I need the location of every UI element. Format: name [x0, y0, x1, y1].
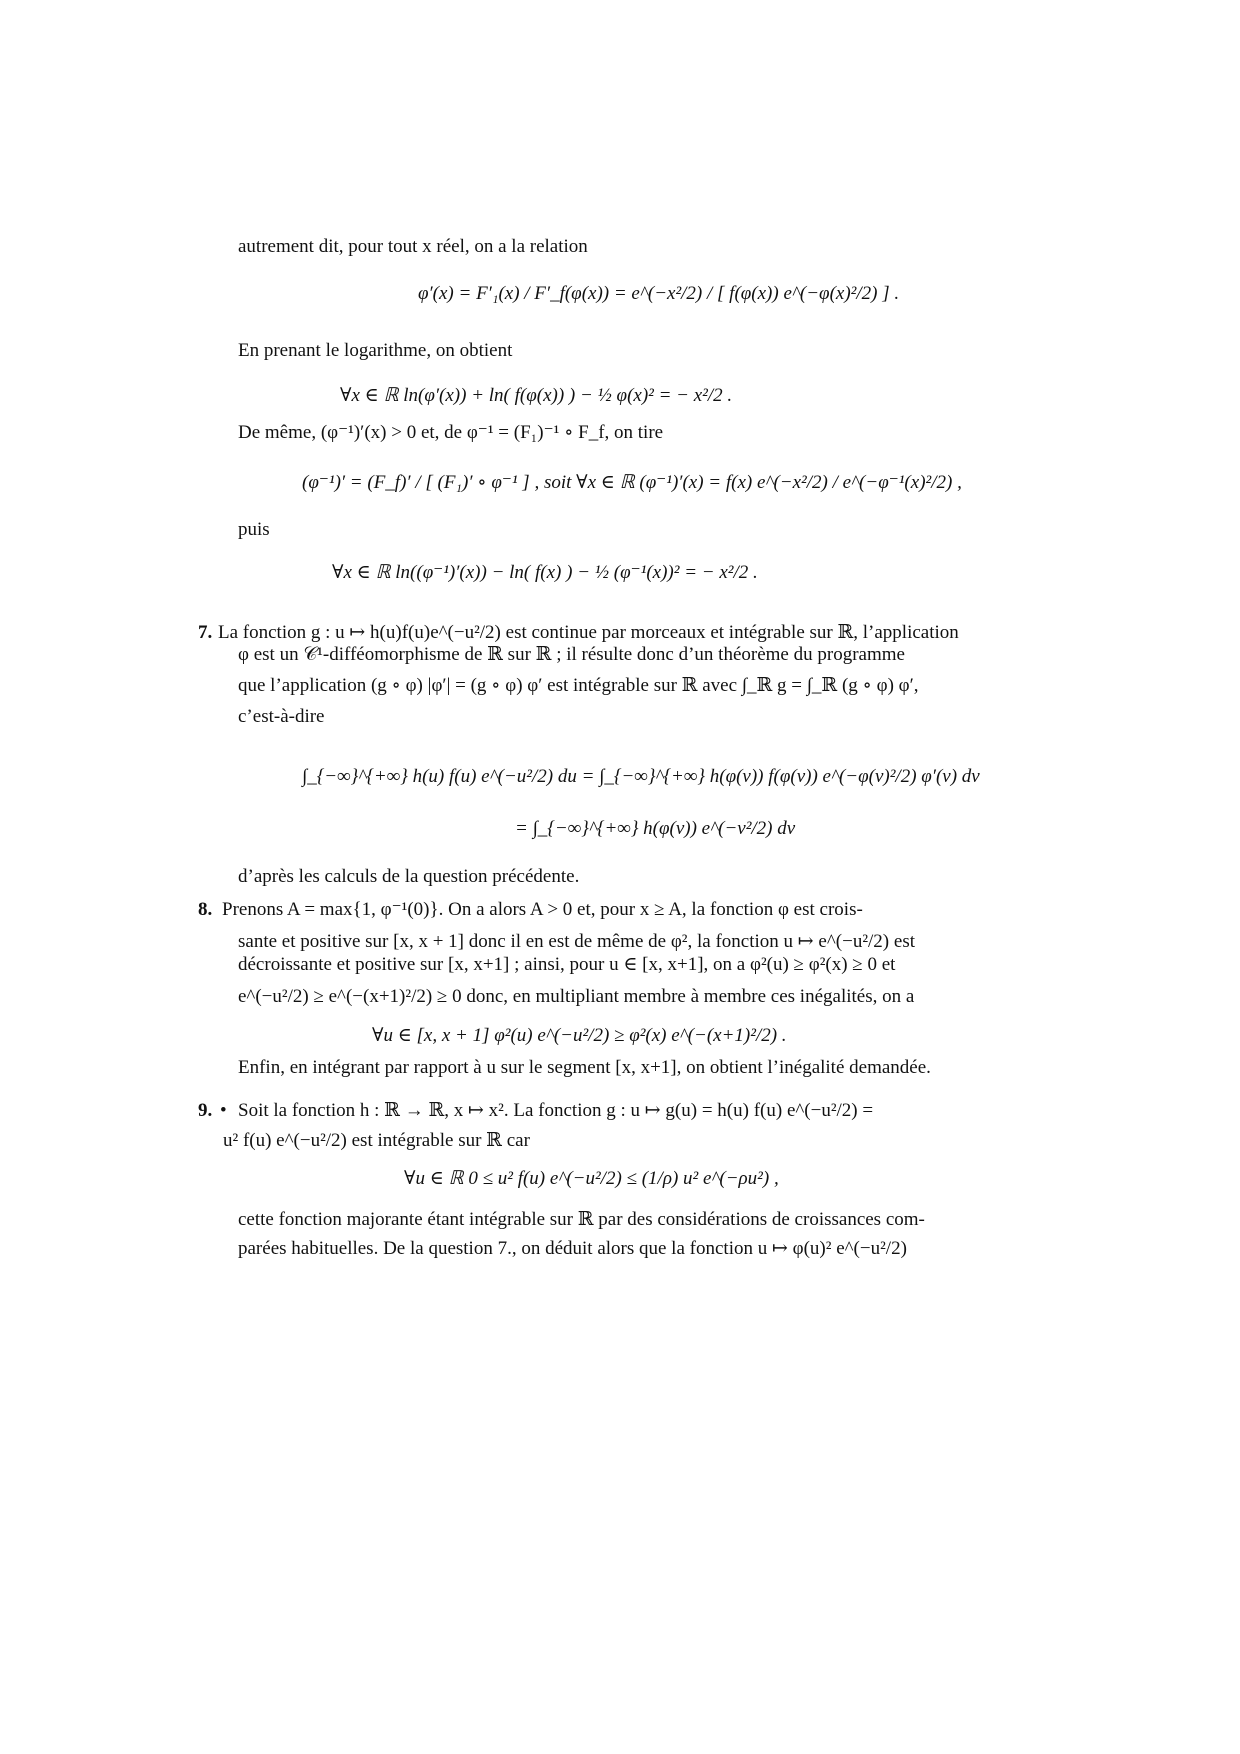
intro-equation-3: (φ⁻¹)′ = (F_f)′ / [ (F₁)′ ∘ φ⁻¹ ] , soit ∀x ∈ ℝ (φ⁻¹)′(x) = f(x) e^(−x²/2) / e^(−φ⁻¹(x)²/2) , — [302, 472, 962, 493]
question-9-equation: ∀u ∈ ℝ 0 ≤ u² f(u) e^(−u²/2) ≤ (1/ρ) u² e^(−ρu²) , — [404, 1168, 779, 1189]
question-7-line-5: d’après les calculs de la question précédente. — [238, 866, 580, 887]
question-9-number: 9. — [198, 1100, 213, 1121]
question-8-line-3: décroissante et positive sur [x, x+1] ; ainsi, pour u ∈ [x, x+1], on a φ²(u) ≥ φ²(x) ≥ 0 et — [238, 954, 896, 975]
question-8-line-4: e^(−u²/2) ≥ e^(−(x+1)²/2) ≥ 0 donc, en multipliant membre à membre ces inégalités, on a — [238, 986, 915, 1007]
question-8-line-2: sante et positive sur [x, x + 1] donc il en est de même de φ², la fonction u ↦ e^(−u²/2) est — [238, 931, 915, 952]
question-9-line-4: parées habituelles. De la question 7., on déduit alors que la fonction u ↦ φ(u)² e^(−u²/2) — [238, 1238, 907, 1259]
intro-equation-1: φ′(x) = F′₁(x) / F′_f(φ(x)) = e^(−x²/2) / [ f(φ(x)) e^(−φ(x)²/2) ] . — [418, 283, 900, 304]
question-7-line-1: La fonction g : u ↦ h(u)f(u)e^(−u²/2) est continue par morceaux et intégrable sur ℝ, l’application — [218, 622, 959, 643]
question-9-line-1: Soit la fonction h : ℝ → ℝ, x ↦ x². La fonction g : u ↦ g(u) = h(u) f(u) e^(−u²/2) = — [238, 1100, 874, 1121]
question-7-equation-2: = ∫_{−∞}^{+∞} h(φ(v)) e^(−v²/2) dv — [515, 818, 796, 839]
intro-equation-4: ∀x ∈ ℝ ln((φ⁻¹)′(x)) − ln( f(x) ) − ½ (φ⁻¹(x))² = − x²/2 . — [332, 562, 758, 583]
question-8-number: 8. — [198, 899, 213, 920]
question-7-line-3: que l’application (g ∘ φ) |φ′| = (g ∘ φ) φ′ est intégrable sur ℝ avec ∫_ℝ g = ∫_ℝ (g ∘ φ) φ′, — [238, 675, 919, 696]
question-7-equation-1: ∫_{−∞}^{+∞} h(u) f(u) e^(−u²/2) du = ∫_{−∞}^{+∞} h(φ(v)) f(φ(v)) e^(−φ(v)²/2) φ′(v) dv — [302, 766, 980, 787]
question-9-line-3: cette fonction majorante étant intégrable sur ℝ par des considérations de croissances com- — [238, 1209, 925, 1230]
question-8-line-1: Prenons A = max{1, φ⁻¹(0)}. On a alors A > 0 et, pour x ≥ A, la fonction φ est crois- — [222, 899, 863, 920]
question-8-line-5: Enfin, en intégrant par rapport à u sur le segment [x, x+1], on obtient l’inégalité demandée. — [238, 1057, 931, 1078]
question-7-number: 7. — [198, 622, 213, 643]
intro-equation-2: ∀x ∈ ℝ ln(φ′(x)) + ln( f(φ(x)) ) − ½ φ(x)² = − x²/2 . — [340, 385, 733, 406]
question-7-line-4: c’est-à-dire — [238, 706, 325, 727]
question-7-line-2: φ est un 𝒞¹-difféomorphisme de ℝ sur ℝ ; il résulte donc d’un théorème du programme — [238, 644, 905, 665]
intro-line-2: En prenant le logarithme, on obtient — [238, 340, 513, 361]
intro-line-4: puis — [238, 519, 270, 540]
question-8-equation: ∀u ∈ [x, x + 1] φ²(u) e^(−u²/2) ≥ φ²(x) e^(−(x+1)²/2) . — [372, 1025, 787, 1046]
intro-line-3: De même, (φ⁻¹)′(x) > 0 et, de φ⁻¹ = (F₁)⁻¹ ∘ F_f, on tire — [238, 422, 664, 443]
question-9-line-2: u² f(u) e^(−u²/2) est intégrable sur ℝ car — [223, 1130, 530, 1151]
question-9-bullet: • — [220, 1100, 227, 1121]
intro-line-1: autrement dit, pour tout x réel, on a la relation — [238, 236, 588, 257]
